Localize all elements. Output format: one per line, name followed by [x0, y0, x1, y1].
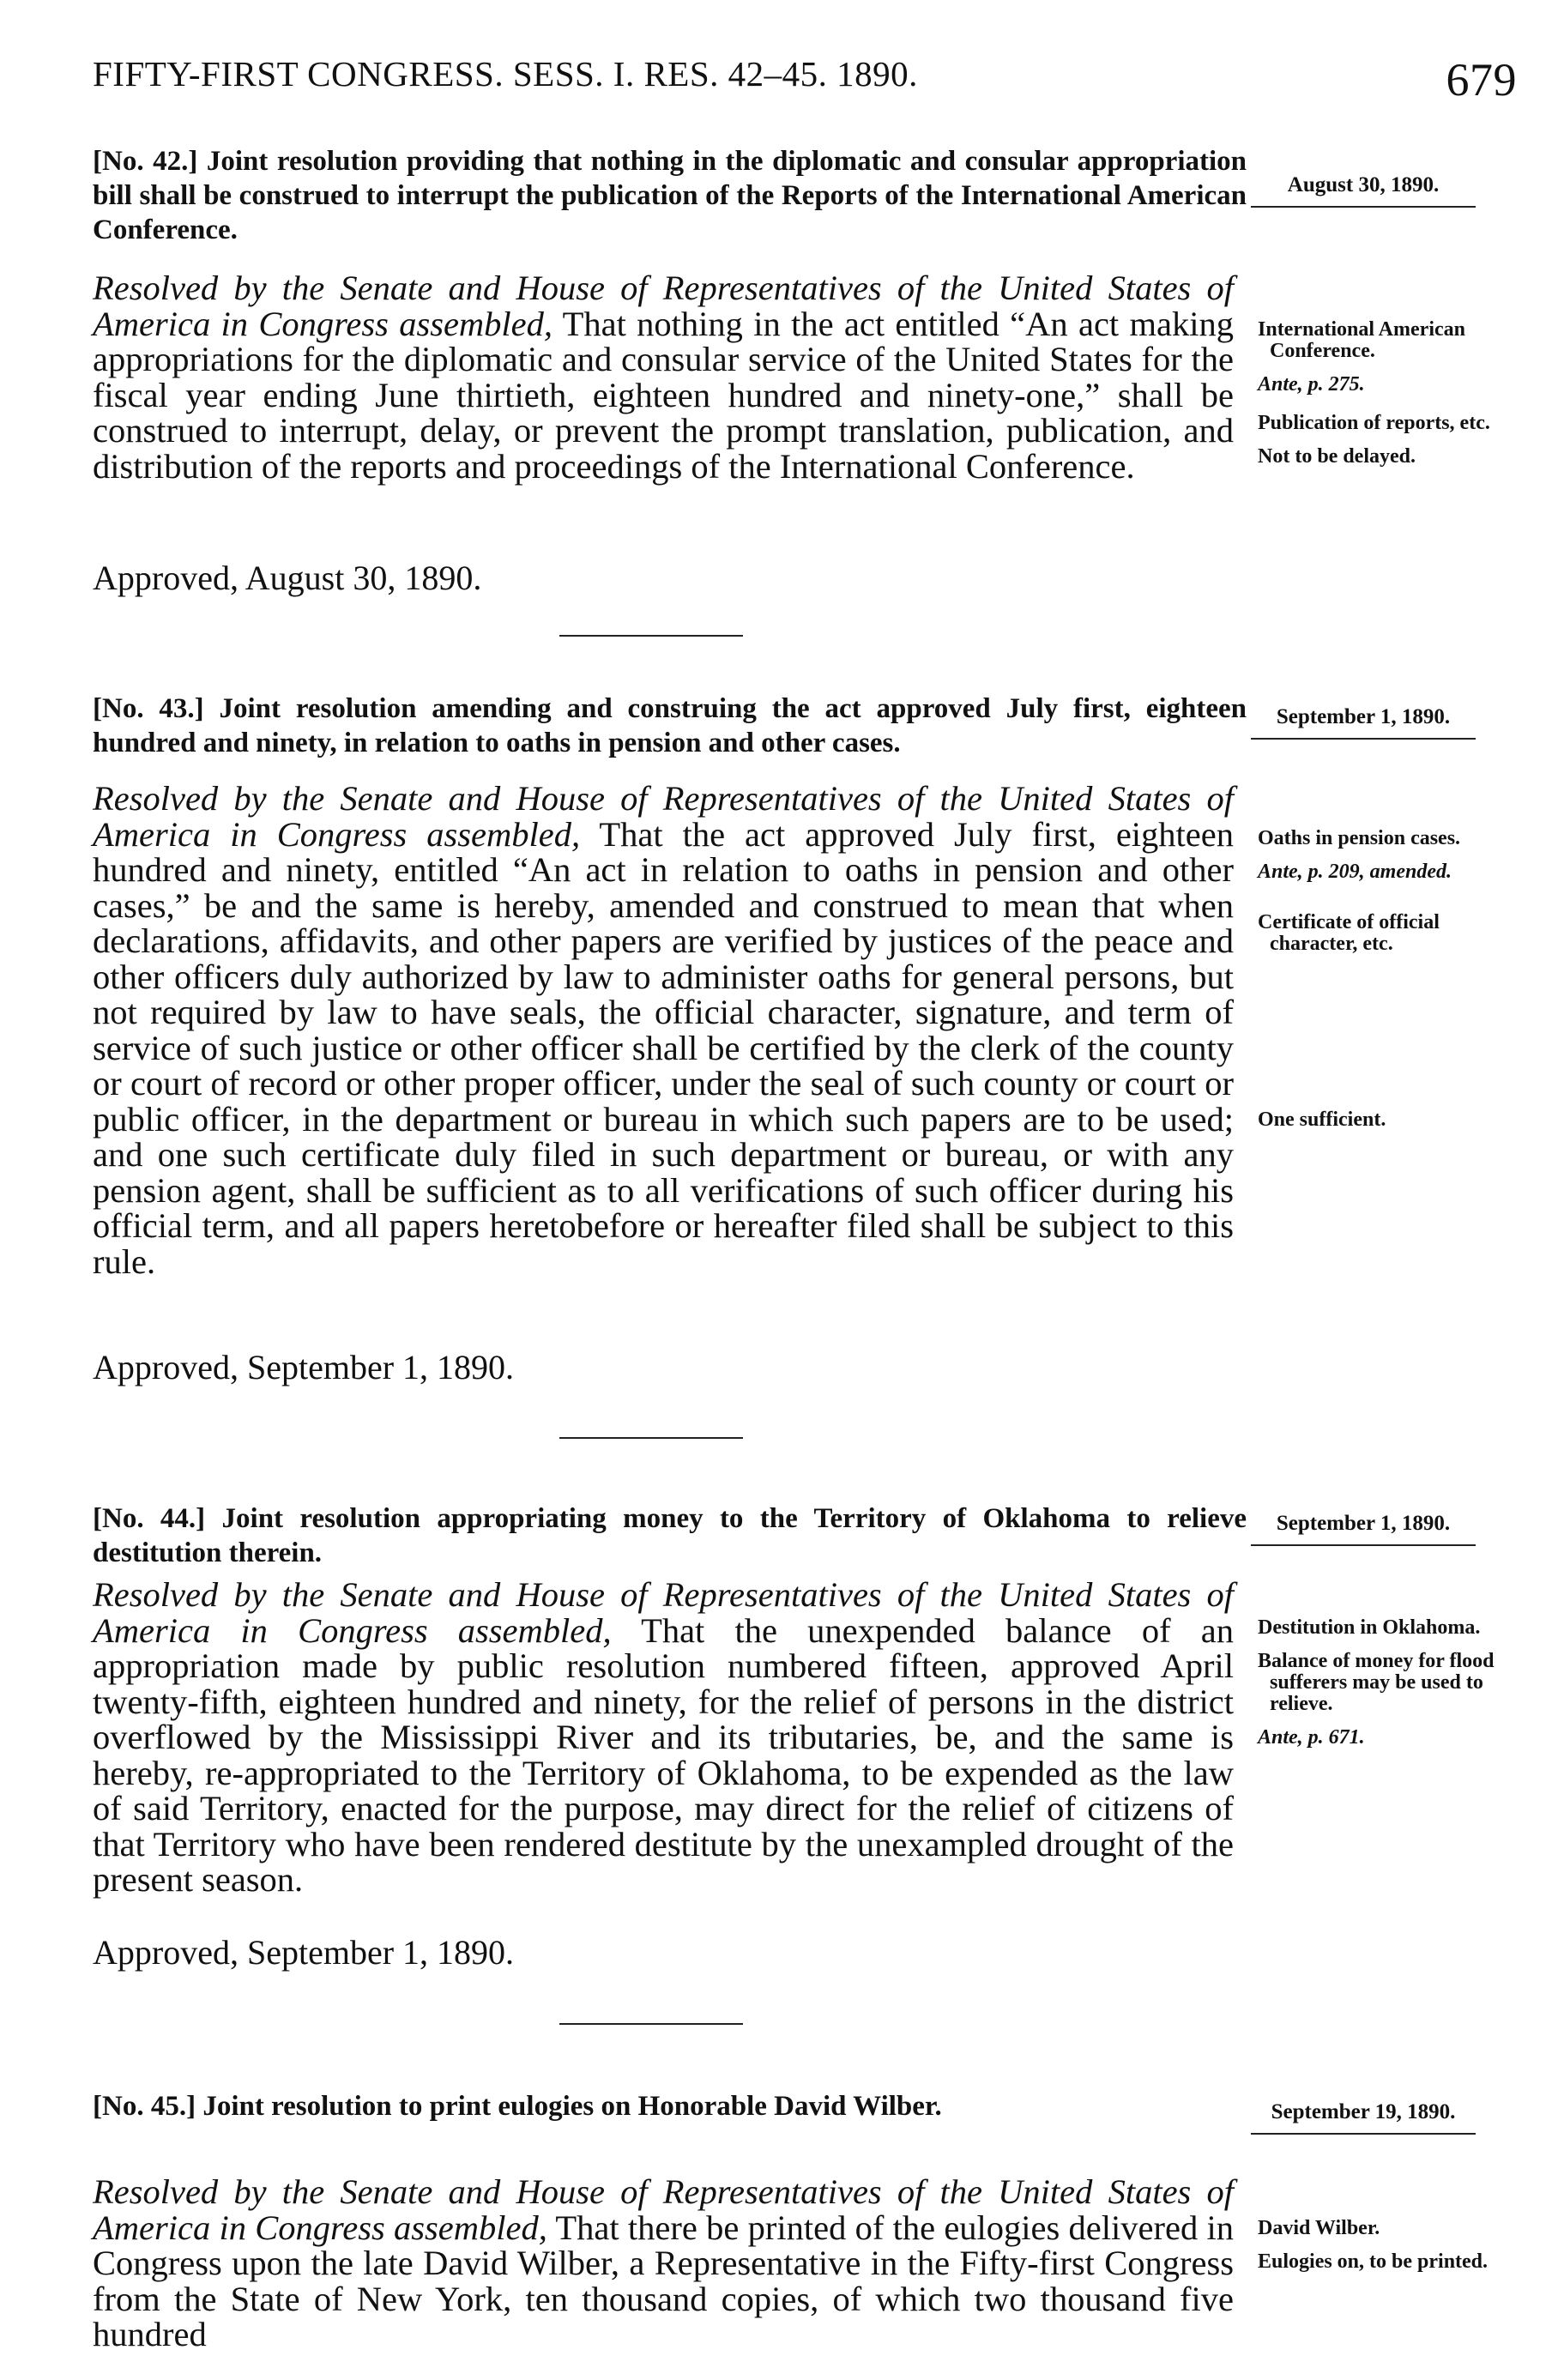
resolution-date: September 1, 1890. [1251, 1512, 1476, 1546]
resolution-number: [No. 45.] [93, 2091, 196, 2122]
approval-line: Approved, August 30, 1890. [93, 559, 482, 597]
margin-notes [1258, 319, 1515, 480]
resolution-date: August 30, 1890. [1251, 173, 1476, 208]
enacting-clause: Resolved by the Senate and House of Representatives of the United States of America in Congress assembled, [93, 269, 1234, 343]
margin-note: Certificate of official character, etc. [1258, 911, 1440, 955]
margin-note: Not to be delayed. [1258, 445, 1416, 468]
resolution-body [93, 270, 1234, 484]
margin-note: Ante, p. 209, amended. [1258, 861, 1452, 883]
enacting-clause: Resolved by the Senate and House of Representatives of the United States of America in Congress assembled, [93, 2172, 1234, 2247]
resolution-title: Joint resolution amending and construing the act approved July first, eighteen hundred and ninety, in relation to oaths in pension and other cases. [93, 693, 1247, 758]
section-divider [559, 635, 743, 637]
resolution-body [93, 2174, 1234, 2353]
resolution-intro [93, 144, 1247, 247]
margin-note: Ante, p. 671. [1258, 1726, 1365, 1749]
margin-note: Balance of money for flood sufferers may be used to relieve. [1258, 1650, 1495, 1715]
resolution-intro [93, 2089, 1247, 2123]
enacting-clause: Resolved by the Senate and House of Representatives of the United States of America in Congress assembled, [93, 779, 1234, 854]
approval-line: Approved, September 1, 1890. [93, 1933, 515, 1972]
resolution-body [93, 1577, 1234, 1898]
resolution-date: September 19, 1890. [1251, 2100, 1476, 2135]
page-header [93, 53, 1517, 122]
margin-note: Ante, p. 275. [1258, 373, 1365, 396]
margin-note: One sufficient. [1258, 1108, 1386, 1131]
page-number: 679 [1446, 54, 1517, 106]
resolution-text: That the act approved July first, eighteen hundred and ninety, entitled “An act in relation to oaths in pension and other cases,” be and the same is hereby, amended and construed to mean that when declarations, affidavits, and other papers are verified by justices of the peace and other officers duly authorized by law to administer oaths for general persons, but not required by law to have seals, the official character, signature, and term of service of such justice or other officer shall be certified by the clerk of the county or court of record or other proper officer, under the seal of such county or court or public officer, in the department or bureau in which such papers are to be used; and one such certificate duly filed in such department or bureau, or with any pension agent, shall be sufficient as to all verifications of such officer during his official term, and all papers heretobefore or hereafter filed shall be subject to this rule. [93, 814, 1234, 1281]
enacting-clause: Resolved by the Senate and House of Representatives of the United States of America in Congress assembled, [93, 1575, 1234, 1650]
resolution-number: [No. 43.] [93, 693, 204, 724]
margin-note: Publication of reports, etc. [1258, 412, 1490, 434]
resolution-title: Joint resolution providing that nothing in the diplomatic and consular appropriation bill shall be construed to interrupt the publication of the Reports of the International American Conference. [93, 146, 1247, 245]
resolution-intro [93, 692, 1247, 760]
resolution-number: [No. 42.] [93, 146, 198, 177]
margin-note: David Wilber. [1258, 2217, 1380, 2239]
resolution-number: [No. 44.] [93, 1503, 206, 1534]
resolution-body [93, 781, 1234, 1279]
resolution-title: Joint resolution appropriating money to the Territory of Oklahoma to relieve destitution therein. [93, 1503, 1247, 1568]
margin-note: Eulogies on, to be printed. [1258, 2250, 1489, 2273]
running-title: FIFTY-FIRST CONGRESS. SESS. I. RES. 42–45. 1890. [93, 54, 918, 94]
section-divider [559, 1437, 743, 1439]
resolution-text: That the unexpended balance of an appropriation made by public resolution numbered fifteen, approved April twenty-fifth, eighteen hundred and ninety, for the relief of persons in the district overflowed by the Mississippi River and its tributaries, be, and the same is hereby, re-appropriated to the Territory of Oklahoma, to be expended as the law of said Territory, enacted for the purpose, may direct for the relief of citizens of that Territory who have been rendered destitute by the unexampled drought of the present season. [93, 1610, 1234, 1899]
approval-line: Approved, September 1, 1890. [93, 1348, 515, 1386]
resolution-date: September 1, 1890. [1251, 705, 1476, 740]
resolution-text: That there be printed of the eulogies delivered in Congress upon the late David Wilber, a Representative in the Fifty-first Congress from the State of New York, ten thousand copies, of which two thousand five hundred [93, 2208, 1234, 2353]
margin-notes [1258, 2218, 1515, 2285]
section-divider [559, 2023, 743, 2025]
resolution-title: Joint resolution to print eulogies on Honorable David Wilber. [202, 2091, 942, 2122]
resolution-text: That nothing in the act entitled “An act making appropriations for the diplomatic and consular service of the United States for the fiscal year ending June thirtieth, eighteen hundred and ninety-one,” shall be construed to interrupt, delay, or prevent the prompt translation, publication, and distribution of the reports and proceedings of the International Conference. [93, 304, 1234, 486]
margin-note: International American Conference. [1258, 318, 1465, 362]
margin-notes [1258, 828, 1515, 1143]
margin-note: Destitution in Oklahoma. [1258, 1616, 1481, 1639]
resolution-intro [93, 1501, 1247, 1570]
margin-notes [1258, 1617, 1515, 1761]
margin-note: Oaths in pension cases. [1258, 827, 1461, 849]
